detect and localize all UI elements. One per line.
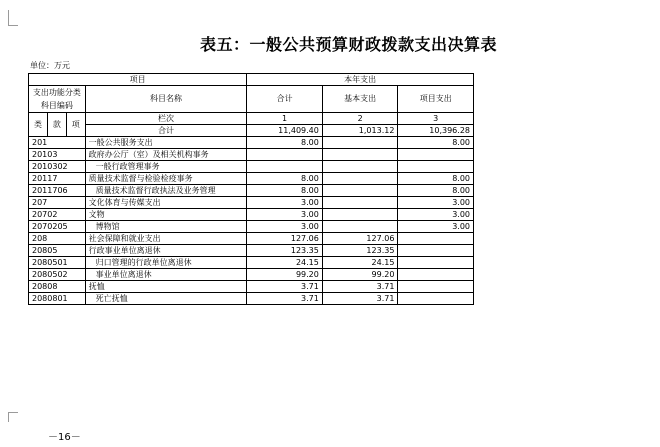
row-project bbox=[398, 149, 474, 161]
grand-basic: 1,013.12 bbox=[322, 125, 398, 137]
table-row bbox=[29, 149, 474, 161]
row-code: 207 bbox=[29, 197, 86, 209]
row-basic bbox=[322, 161, 398, 173]
header-row-3 bbox=[29, 113, 474, 125]
crop-mark-top-left bbox=[8, 10, 19, 26]
row-basic: 3.71 bbox=[322, 293, 398, 305]
table-row bbox=[29, 281, 474, 293]
row-code: 2080501 bbox=[29, 257, 86, 269]
row-name: 事业单位离退休 bbox=[85, 269, 247, 281]
table-row bbox=[29, 197, 474, 209]
row-code: 20805 bbox=[29, 245, 86, 257]
row-total: 3.71 bbox=[247, 281, 323, 293]
row-name: 政府办公厅（室）及相关机构事务 bbox=[85, 149, 247, 161]
header-current-year: 本年支出 bbox=[247, 74, 474, 86]
row-total: 3.00 bbox=[247, 221, 323, 233]
row-basic bbox=[322, 185, 398, 197]
row-project bbox=[398, 245, 474, 257]
row-total: 3.71 bbox=[247, 293, 323, 305]
crop-mark-bottom-left-h bbox=[8, 412, 18, 413]
row-name: 质量技术监督行政执法及业务管理 bbox=[85, 185, 247, 197]
row-total: 3.00 bbox=[247, 197, 323, 209]
col-no-1: 1 bbox=[247, 113, 323, 125]
table-row bbox=[29, 161, 474, 173]
header-basic: 基本支出 bbox=[322, 86, 398, 113]
table-row bbox=[29, 185, 474, 197]
row-name: 博物馆 bbox=[85, 221, 247, 233]
crop-mark-top-left-h bbox=[8, 25, 18, 26]
row-index-label: 栏次 bbox=[85, 113, 247, 125]
row-project bbox=[398, 281, 474, 293]
table-row bbox=[29, 173, 474, 185]
header-kind: 类 bbox=[29, 113, 48, 137]
row-basic: 3.71 bbox=[322, 281, 398, 293]
header-item-short: 项 bbox=[66, 113, 85, 137]
row-project: 8.00 bbox=[398, 137, 474, 149]
row-name: 文化体育与传媒支出 bbox=[85, 197, 247, 209]
table-row bbox=[29, 233, 474, 245]
row-code: 208 bbox=[29, 233, 86, 245]
row-basic bbox=[322, 197, 398, 209]
row-name: 归口管理的行政单位离退休 bbox=[85, 257, 247, 269]
grand-project: 10,396.28 bbox=[398, 125, 474, 137]
row-basic: 123.35 bbox=[322, 245, 398, 257]
unit-label: 单位：万元 bbox=[30, 61, 70, 70]
row-total bbox=[247, 149, 323, 161]
total-label: 合计 bbox=[85, 125, 247, 137]
document-title: 表五：一般公共预算财政拨款支出决算表 bbox=[200, 35, 498, 54]
row-project: 8.00 bbox=[398, 185, 474, 197]
row-code: 2080502 bbox=[29, 269, 86, 281]
row-project: 3.00 bbox=[398, 221, 474, 233]
header-row-1 bbox=[29, 74, 474, 86]
table-row bbox=[29, 293, 474, 305]
table-row bbox=[29, 245, 474, 257]
row-name: 社会保障和就业支出 bbox=[85, 233, 247, 245]
table-row bbox=[29, 137, 474, 149]
row-basic bbox=[322, 173, 398, 185]
row-code: 20808 bbox=[29, 281, 86, 293]
row-project bbox=[398, 233, 474, 245]
row-code: 201 bbox=[29, 137, 86, 149]
row-name: 行政事业单位离退休 bbox=[85, 245, 247, 257]
table-row bbox=[29, 269, 474, 281]
header-project: 项目支出 bbox=[398, 86, 474, 113]
row-basic: 127.06 bbox=[322, 233, 398, 245]
page-number: －16－ bbox=[48, 432, 81, 443]
row-total: 3.00 bbox=[247, 209, 323, 221]
header-code: 支出功能分类科目编码 bbox=[29, 86, 86, 113]
table-row bbox=[29, 221, 474, 233]
row-basic bbox=[322, 209, 398, 221]
header-name: 科目名称 bbox=[85, 86, 247, 113]
row-name: 死亡抚恤 bbox=[85, 293, 247, 305]
row-basic: 24.15 bbox=[322, 257, 398, 269]
row-code: 2070205 bbox=[29, 221, 86, 233]
row-total: 8.00 bbox=[247, 137, 323, 149]
row-basic: 99.20 bbox=[322, 269, 398, 281]
row-basic bbox=[322, 221, 398, 233]
table-row bbox=[29, 209, 474, 221]
header-total: 合计 bbox=[247, 86, 323, 113]
col-no-3: 3 bbox=[398, 113, 474, 125]
row-code: 2080801 bbox=[29, 293, 86, 305]
row-total: 24.15 bbox=[247, 257, 323, 269]
table-body bbox=[29, 137, 474, 305]
header-row-2 bbox=[29, 86, 474, 113]
row-name: 文物 bbox=[85, 209, 247, 221]
row-name: 一般公共服务支出 bbox=[85, 137, 247, 149]
row-total: 127.06 bbox=[247, 233, 323, 245]
row-code: 2010302 bbox=[29, 161, 86, 173]
table-row bbox=[29, 257, 474, 269]
row-total: 123.35 bbox=[247, 245, 323, 257]
header-section: 款 bbox=[47, 113, 66, 137]
row-project bbox=[398, 161, 474, 173]
row-basic bbox=[322, 137, 398, 149]
row-total: 99.20 bbox=[247, 269, 323, 281]
row-code: 20117 bbox=[29, 173, 86, 185]
row-project bbox=[398, 257, 474, 269]
expenditure-table bbox=[28, 73, 474, 305]
col-no-2: 2 bbox=[322, 113, 398, 125]
row-name: 抚恤 bbox=[85, 281, 247, 293]
row-total: 8.00 bbox=[247, 173, 323, 185]
row-project bbox=[398, 293, 474, 305]
row-project: 3.00 bbox=[398, 209, 474, 221]
row-project: 3.00 bbox=[398, 197, 474, 209]
row-total bbox=[247, 161, 323, 173]
row-project: 8.00 bbox=[398, 173, 474, 185]
crop-mark-bottom-left bbox=[8, 412, 19, 422]
row-basic bbox=[322, 149, 398, 161]
header-item: 项目 bbox=[29, 74, 247, 86]
row-project bbox=[398, 269, 474, 281]
row-code: 20103 bbox=[29, 149, 86, 161]
grand-total: 11,409.40 bbox=[247, 125, 323, 137]
row-total: 8.00 bbox=[247, 185, 323, 197]
totals-row bbox=[29, 125, 474, 137]
row-name: 一般行政管理事务 bbox=[85, 161, 247, 173]
row-code: 20702 bbox=[29, 209, 86, 221]
row-name: 质量技术监督与检验检疫事务 bbox=[85, 173, 247, 185]
row-code: 2011706 bbox=[29, 185, 86, 197]
